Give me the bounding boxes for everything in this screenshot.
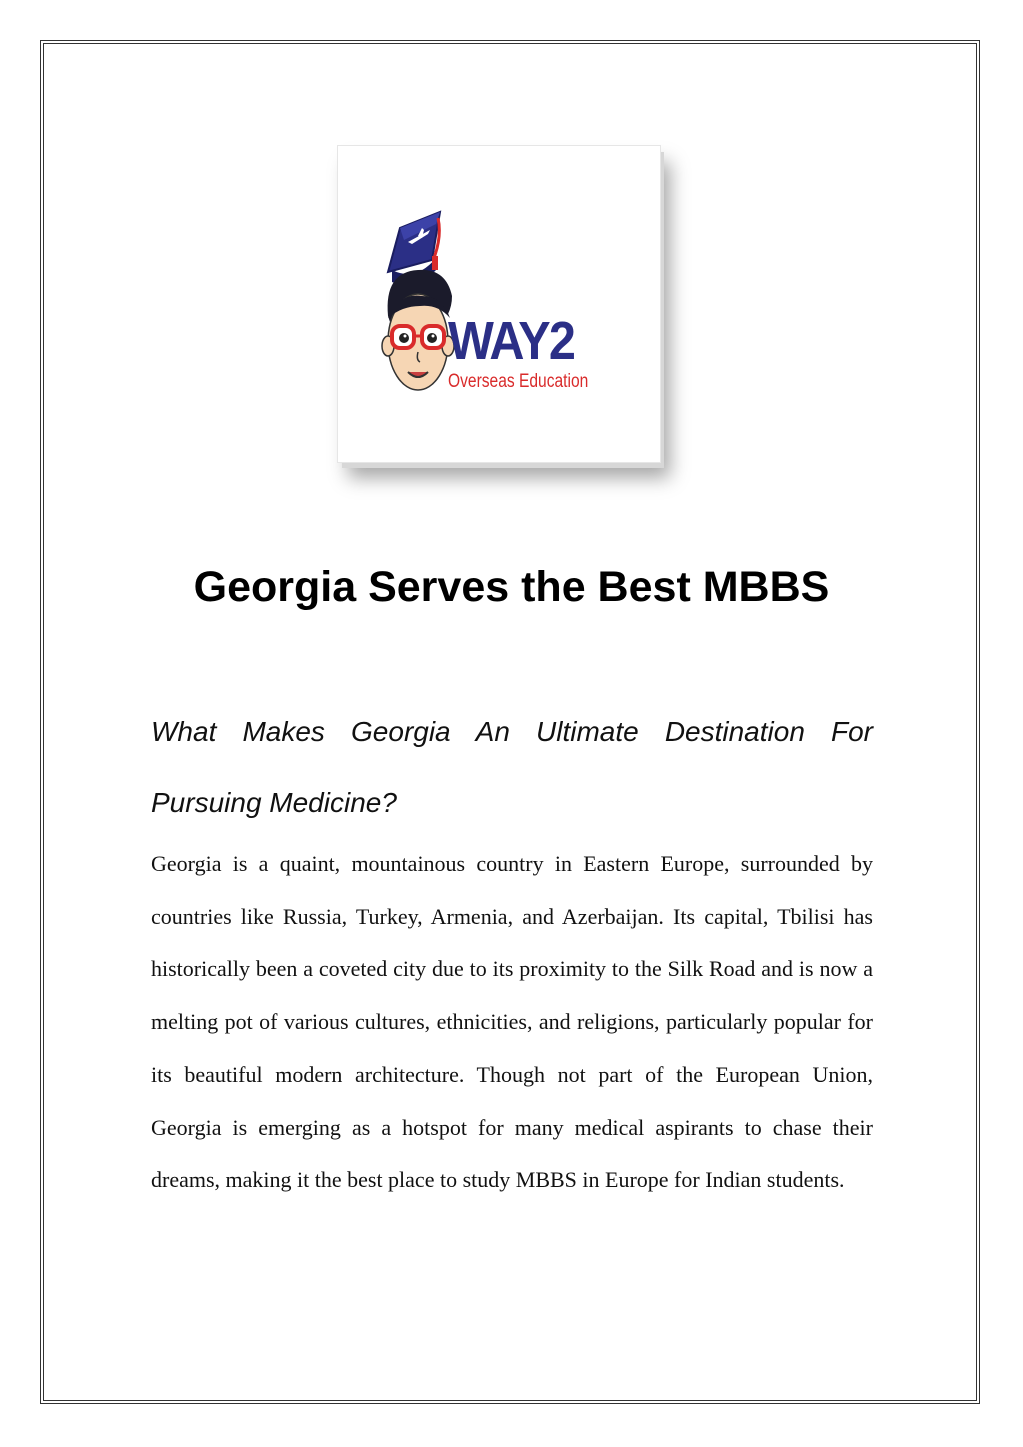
- logo-card: [338, 146, 660, 462]
- graduate-boy-with-glasses-icon: [338, 146, 660, 462]
- body-paragraph: Georgia is a quaint, mountainous country in Eastern Europe, surrounded by countries like Russia, Turkey, Armenia, and Azerbaijan. Its capital, Tbilisi has historically been a coveted city due to its proximity to the Silk Road and is now a melting pot of various cultures, ethnicities, and religions, particularly popular for its beautiful modern architecture. Though not part of the European Union, Georgia is emerging as a hotspot for many medical aspirants to chase their dreams, making it the best place to study MBBS in Europe for Indian students.: [151, 851, 873, 1193]
- logo-tagline: Overseas Education: [448, 371, 589, 392]
- section-subheading: What Makes Georgia An Ultimate Destination For Pursuing Medicine?: [151, 716, 873, 818]
- page-title: Georgia Serves the Best MBBS: [193, 563, 830, 611]
- logo-brand-text: WAY2: [448, 311, 575, 371]
